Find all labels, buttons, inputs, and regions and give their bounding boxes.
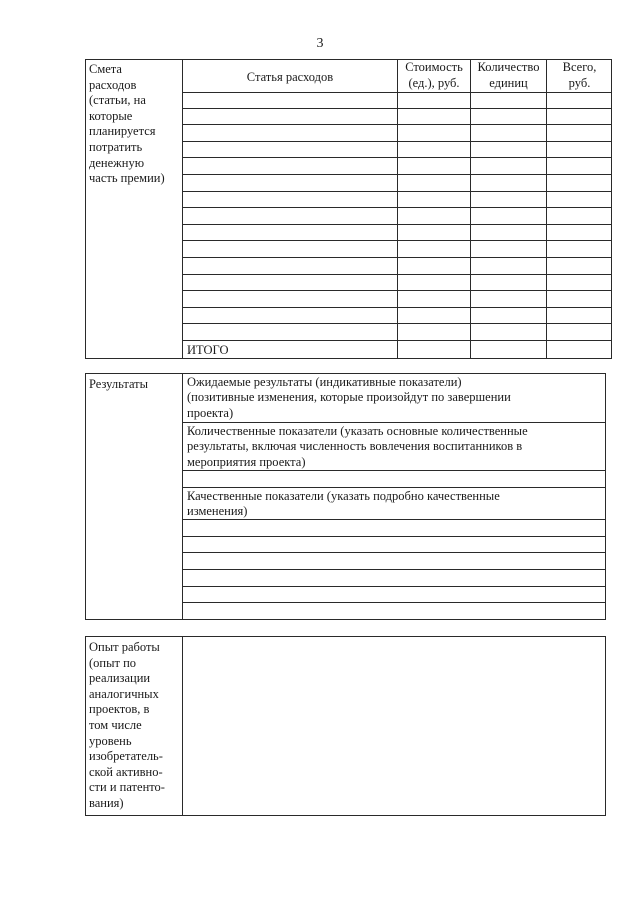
- budget-row-line: [182, 191, 612, 192]
- budget-row-line: [182, 108, 612, 109]
- results-row-line: [182, 536, 606, 537]
- budget-row-line: [182, 224, 612, 225]
- budget-row-line: [182, 174, 612, 175]
- budget-row-line: [182, 290, 612, 291]
- budget-col-divider: [546, 59, 547, 359]
- budget-row-line: [182, 157, 612, 158]
- budget-row-line: [182, 307, 612, 308]
- column-header-item: Статья расходов: [246, 70, 334, 84]
- results-row-line: [182, 552, 606, 553]
- results-row-line: [182, 586, 606, 587]
- page-number: 3: [316, 36, 324, 51]
- budget-row-line: [182, 207, 612, 208]
- budget-row-line: [182, 323, 612, 324]
- results-col-divider: [182, 373, 183, 620]
- results-section-label: Результаты: [89, 377, 149, 391]
- budget-col-divider: [397, 59, 398, 359]
- budget-row-line: [182, 141, 612, 142]
- budget-row-line: [182, 92, 612, 93]
- total-row-label: ИТОГО: [187, 343, 229, 357]
- results-row-line: [182, 470, 606, 471]
- quantitative-indicators-text: Количественные показатели (указать основные количественные результаты, включая численность вовлечения воспитанников в мероприятия проекта): [187, 424, 528, 469]
- results-row-line: [182, 422, 606, 423]
- qualitative-indicators-text: Качественные показатели (указать подробно качественные изменения): [187, 489, 500, 519]
- budget-row-line: [182, 240, 612, 241]
- experience-section-label: Опыт работы (опыт по реализации аналогичных проектов, в том числе уровень изобретатель- ской активно- сти и патенто- вания): [89, 640, 165, 810]
- budget-section-label: Смета расходов (статьи, на которые планируется потратить денежную часть премии): [89, 62, 165, 186]
- results-row-line: [182, 569, 606, 570]
- column-header-cost: Стоимость (ед.), руб.: [405, 60, 463, 90]
- expected-results-text: Ожидаемые результаты (индикативные показатели) (позитивные изменения, которые произойдут по завершении проекта): [187, 375, 511, 420]
- results-row-line: [182, 519, 606, 520]
- budget-col-divider: [182, 59, 183, 359]
- budget-row-line: [182, 340, 612, 341]
- results-row-line: [182, 487, 606, 488]
- budget-col-divider: [470, 59, 471, 359]
- budget-row-line: [182, 124, 612, 125]
- experience-col-divider: [182, 636, 183, 816]
- budget-row-line: [182, 274, 612, 275]
- column-header-total: Всего, руб.: [562, 60, 597, 90]
- results-row-line: [182, 602, 606, 603]
- column-header-quantity: Количество единиц: [477, 60, 540, 90]
- budget-row-line: [182, 257, 612, 258]
